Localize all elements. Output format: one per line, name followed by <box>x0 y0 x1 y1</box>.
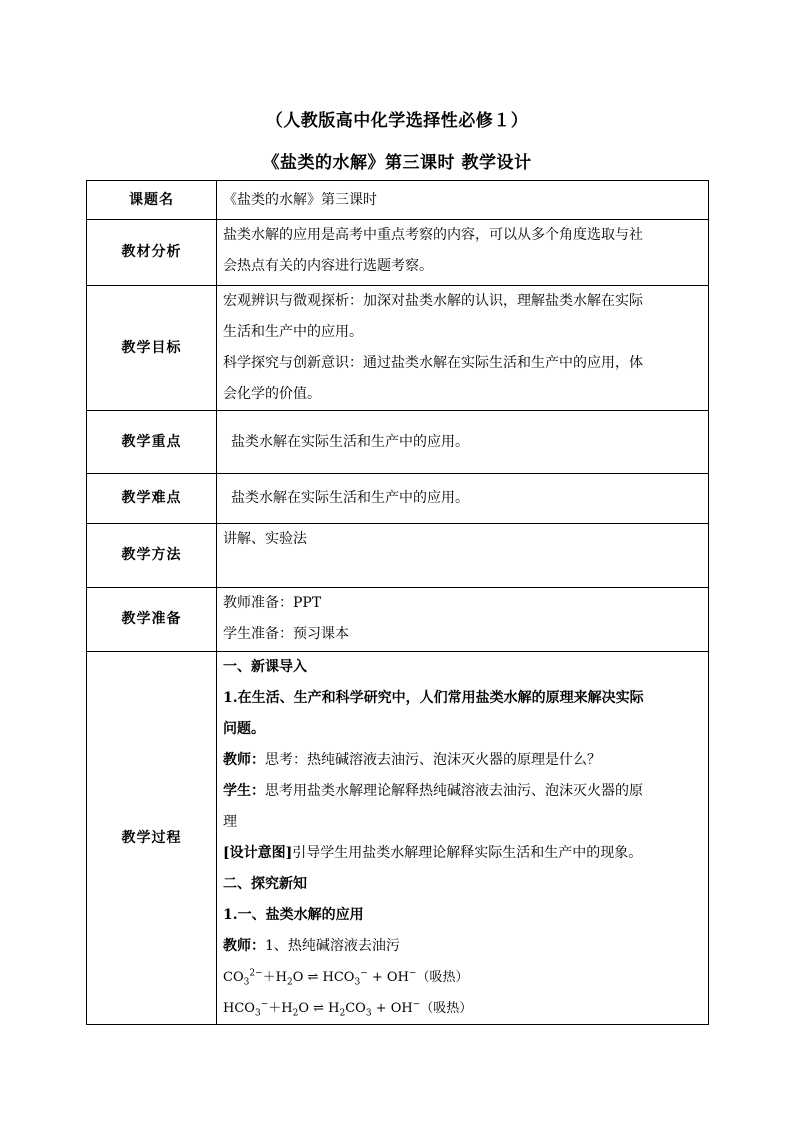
table-row-method <box>87 524 709 588</box>
student-response: 学生：思考用盐类水解理论解释热纯碱溶液去油污、泡沫灭火器的原 <box>223 783 643 799</box>
table-row-goals <box>87 286 709 411</box>
row-value-prep: 教师准备：PPT 学生准备：预习课本 <box>217 588 709 652</box>
row-label-topic: 课题名 <box>87 181 217 220</box>
teacher-prompt: 教师：思考：热纯碱溶液去油污、泡沫灭火器的原理是什么？ <box>223 752 601 768</box>
table-row-difficulty <box>87 474 709 524</box>
teacher-demo: 教师：1、热纯碱溶液去油污 <box>223 938 400 954</box>
design-intent: [设计意图]引导学生用盐类水解理论解释实际生活和生产中的现象。 <box>223 845 643 861</box>
table-row-key <box>87 411 709 474</box>
row-value-process: 一、新课导入 1.在生活、生产和科学研究中，人们常用盐类水解的原理来解决实际 问题。 教师：思考：热纯碱溶液去油污、泡沫灭火器的原理是什么？ 学生：思考用盐类水解理论解释热纯碱溶液去油污、泡沫灭火器的原 理 [设计意图]引导学生用盐类水解理论解释实际生活和生产中的现象。 二、探究新知 1.一、盐类水解的应用 教师：1、热纯碱溶液去油污 $CO_3^{2-}+H_2O$ ⇌ $HCO_3^- + OH^-$（吸热） $HCO_3^-+H_2O$ ⇌ $H_2CO_3 + OH^-$（吸热） <box>217 652 709 1025</box>
row-label-prep: 教学准备 <box>87 588 217 652</box>
table-row-topic <box>87 181 709 220</box>
document-title-edition: （人教版高中化学选择性必修１） <box>265 111 529 131</box>
row-label-key: 教学重点 <box>87 411 217 474</box>
row-label-method: 教学方法 <box>87 524 217 588</box>
row-value-method: 讲解、实验法 <box>217 524 709 588</box>
equation-carbonate-hydrolysis: $CO_3^{2-}+H_2O$ ⇌ $HCO_3^- + OH^-$（吸热） <box>223 968 469 988</box>
table-row-prep <box>87 588 709 652</box>
row-value-topic: 《盐类的水解》第三课时 <box>217 181 709 220</box>
row-label-analysis: 教材分析 <box>87 220 217 286</box>
table-row-analysis <box>87 220 709 286</box>
row-value-difficulty: 盐类水解在实际生活和生产中的应用。 <box>217 474 709 524</box>
row-value-goals: 宏观辨识与微观探析：加深对盐类水解的认识，理解盐类水解在实际 生活和生产中的应用。 科学探究与创新意识：通过盐类水解在实际生活和生产中的应用，体 会化学的价值。 <box>217 286 709 411</box>
table-row-process <box>87 652 709 1025</box>
lesson-plan-table <box>86 180 709 1025</box>
row-value-key: 盐类水解在实际生活和生产中的应用。 <box>217 411 709 474</box>
section-new-lesson-title: 一、新课导入 <box>223 659 307 675</box>
row-label-difficulty: 教学难点 <box>87 474 217 524</box>
document-title-main: 《盐类的水解》第三课时 教学设计 <box>262 153 532 173</box>
equation-bicarbonate-hydrolysis: $HCO_3^-+H_2O$ ⇌ $H_2CO_3 + OH^-$（吸热） <box>223 999 473 1019</box>
row-value-analysis: 盐类水解的应用是高考中重点考察的内容，可以从多个角度选取与社 会热点有关的内容进行选题考察。 <box>217 220 709 286</box>
row-label-goals: 教学目标 <box>87 286 217 411</box>
section-explore-title: 二、探究新知 <box>223 876 307 892</box>
row-label-process: 教学过程 <box>87 652 217 1025</box>
